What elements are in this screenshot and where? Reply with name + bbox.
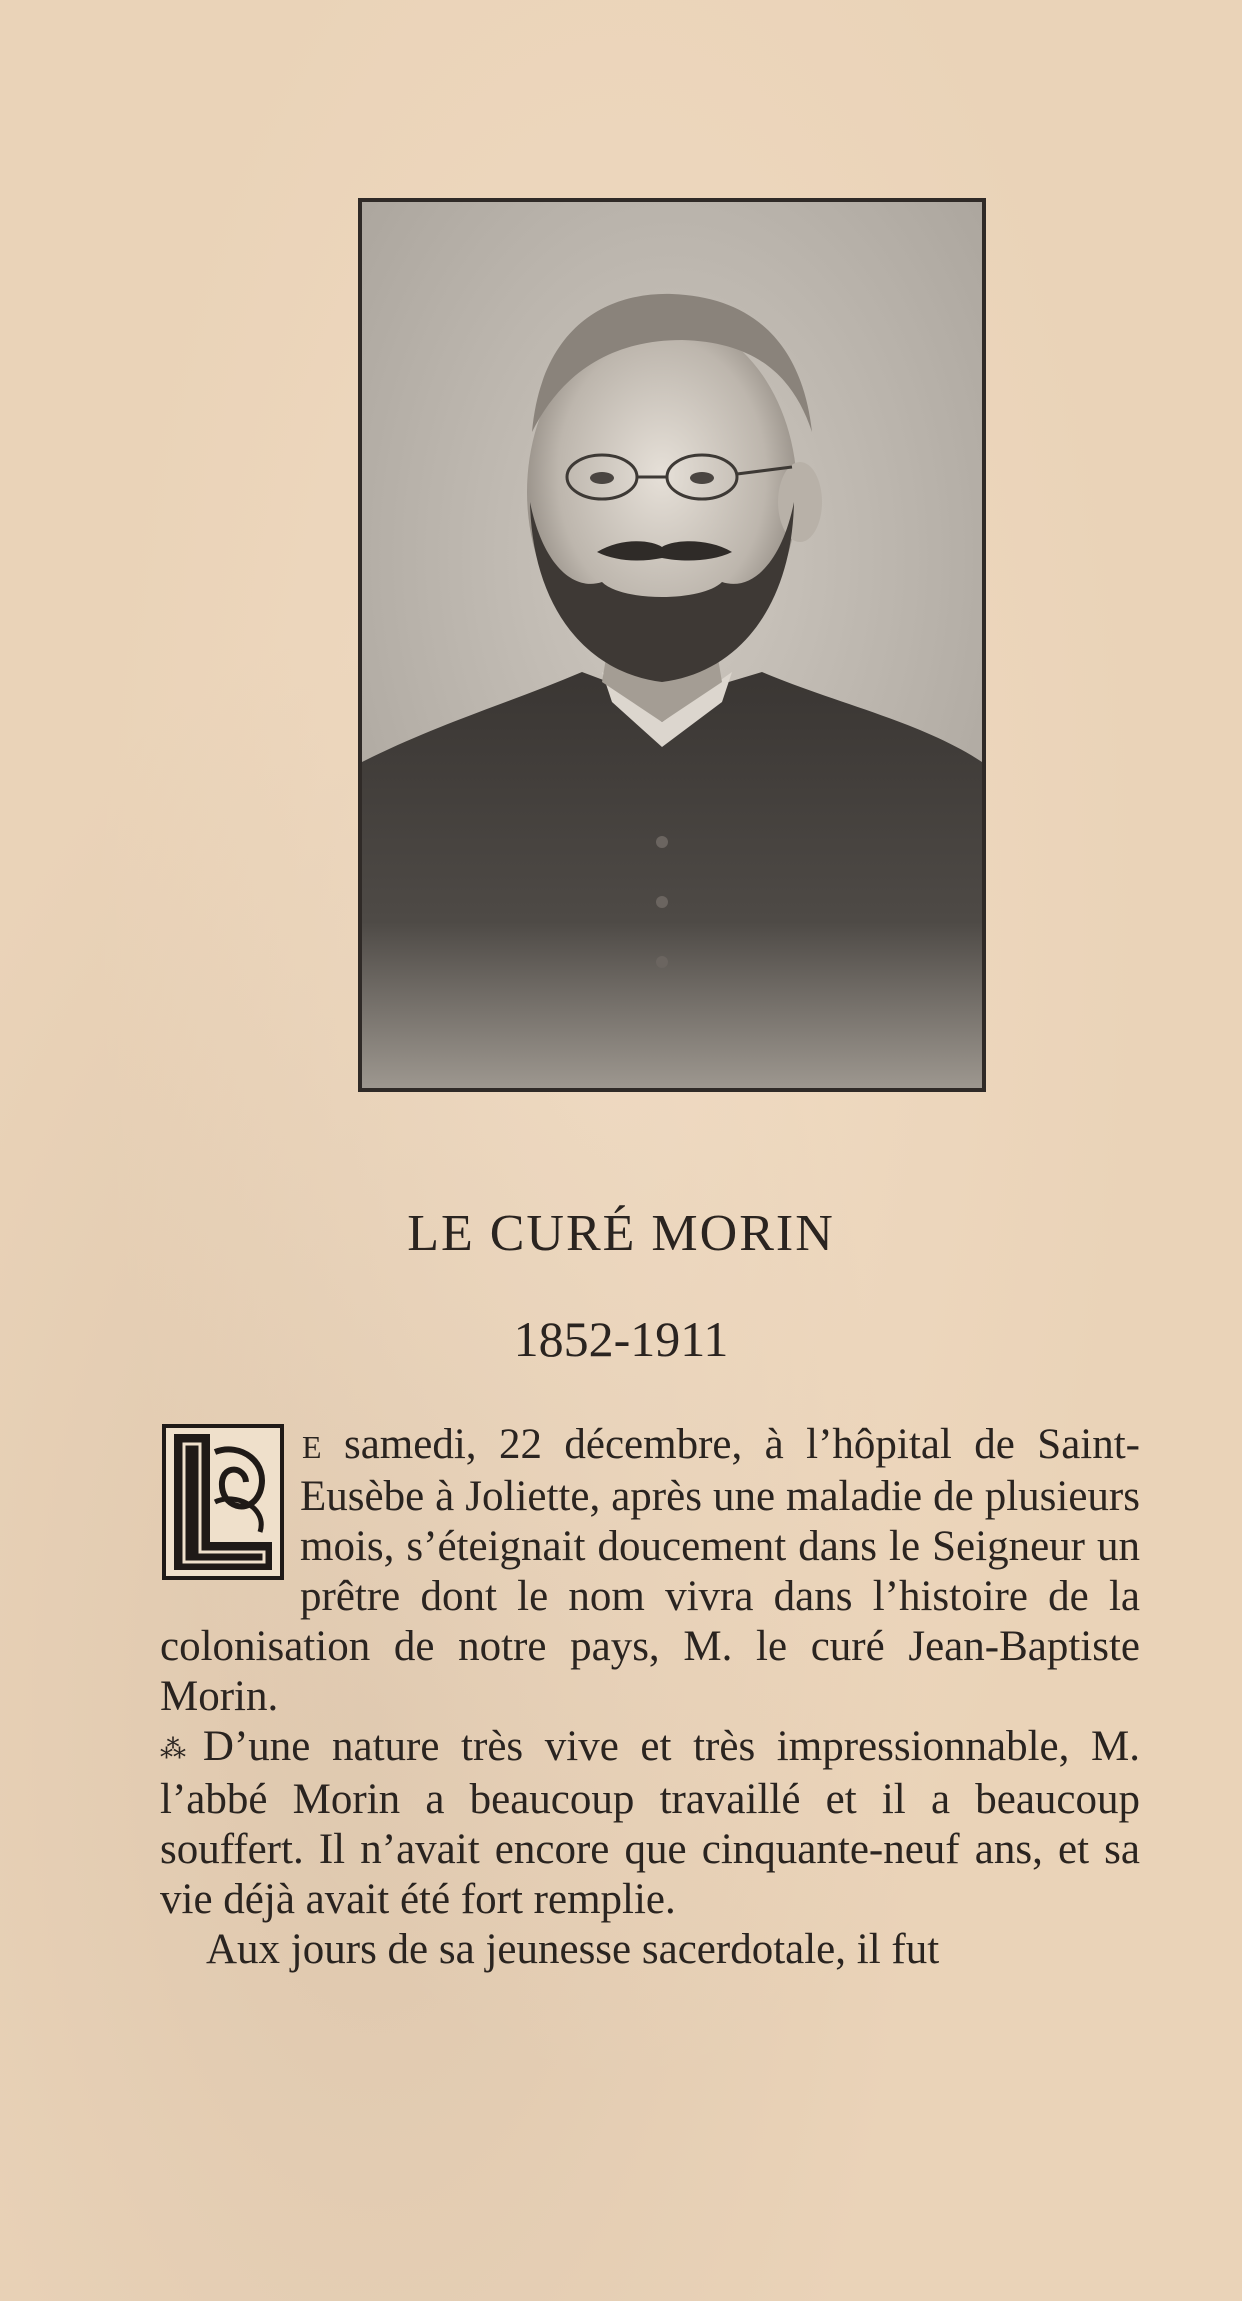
article-dates: 1852-1911 — [513, 1311, 729, 1367]
portrait-photo — [358, 198, 986, 1092]
paragraph-2 — [160, 1722, 1140, 1925]
paragraph-1 — [160, 1420, 1140, 1722]
paragraph-mark-icon: ⁂ — [160, 1735, 197, 1765]
paragraph-2-text: D’une nature très vive et très impressionnable, M. l’abbé Morin a beaucoup travaillé et il a beaucoup souffert. Il n’avait encore que cinquante-neuf ans, et sa vie déjà avait été fort remplie. — [160, 1723, 1141, 1924]
paragraph-1-text: samedi, 22 décembre, à l’hôpital de Saint-Eusèbe à Joliette, après une maladie de plusieurs mois, s’éteignait doucement dans le Seigneur un prêtre dont le nom vivra dans l’histoire de la colonisation de notre pays, M. le curé Jean-Baptiste Morin. — [160, 1421, 1140, 1720]
first-word-rest: E — [302, 1429, 322, 1465]
article-title: LE CURÉ MORIN — [407, 1205, 835, 1262]
drop-cap-letter — [160, 1422, 286, 1582]
paragraph-3: Aux jours de sa jeunesse sacerdotale, il fut — [206, 1926, 940, 1974]
article-body — [160, 1420, 1140, 1975]
